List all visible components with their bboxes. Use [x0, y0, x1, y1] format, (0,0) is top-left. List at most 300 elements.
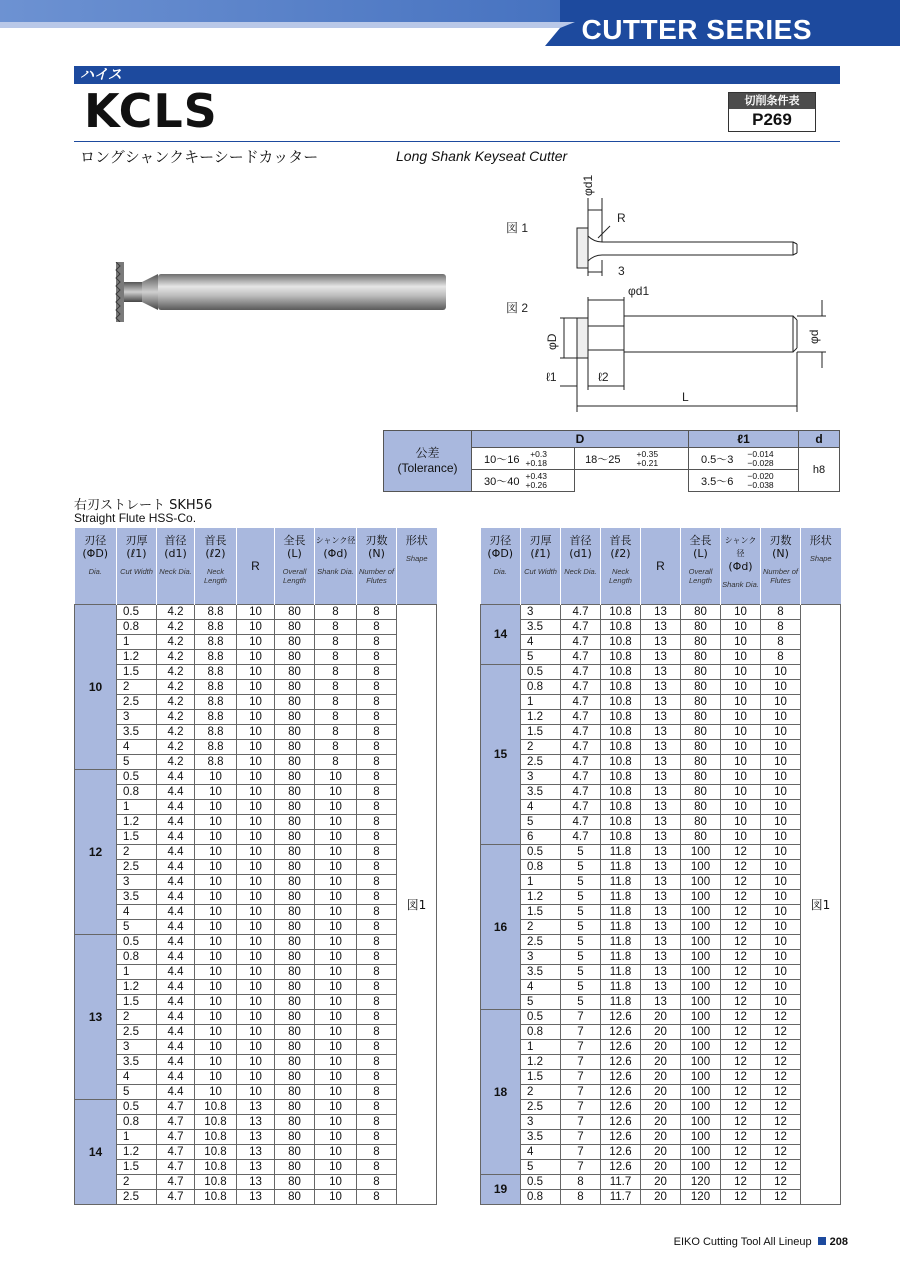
table-cell: 10: [761, 919, 801, 934]
cutting-condition-box[interactable]: [728, 92, 816, 132]
table-cell: 1.2: [521, 709, 561, 724]
table-cell: 100: [681, 919, 721, 934]
table-cell: 0.5: [521, 1009, 561, 1024]
table-cell: 10: [721, 739, 761, 754]
table-cell: 0.5: [117, 769, 157, 784]
table-row: [75, 694, 437, 709]
table-cell: 4.2: [157, 754, 195, 769]
table-row: [481, 1069, 841, 1084]
table-row: [481, 619, 841, 634]
three-dim: 3: [618, 264, 625, 278]
table-cell: 11.8: [601, 874, 641, 889]
table-cell: 80: [275, 1054, 315, 1069]
table-cell: 1.2: [117, 814, 157, 829]
table-cell: 8: [357, 1084, 397, 1099]
d-dim: φd: [807, 329, 821, 344]
title-divider: [74, 141, 840, 142]
table-cell: 10: [721, 604, 761, 619]
table-cell: 10: [761, 904, 801, 919]
table-cell: 12: [761, 1189, 801, 1204]
table-row: [481, 1174, 841, 1189]
table-row: [481, 979, 841, 994]
table-cell: 5: [561, 934, 601, 949]
table-cell: 8: [561, 1174, 601, 1189]
table-cell: 12: [761, 1114, 801, 1129]
table-cell: 4.7: [561, 694, 601, 709]
table-cell: 8: [357, 1159, 397, 1174]
table-cell: 10: [315, 1054, 357, 1069]
table-cell: 80: [275, 964, 315, 979]
table-cell: 10: [237, 1069, 275, 1084]
table-cell: 4.2: [157, 709, 195, 724]
table-cell: 8.8: [195, 664, 237, 679]
table-row: [481, 634, 841, 649]
table-cell: 1.2: [117, 979, 157, 994]
table-cell: 5: [561, 949, 601, 964]
table-cell: 2: [521, 1084, 561, 1099]
table-cell: 12.6: [601, 1144, 641, 1159]
table-cell: 10: [237, 964, 275, 979]
table-cell: 3: [117, 709, 157, 724]
table-cell: 10.8: [195, 1114, 237, 1129]
table-cell: 10: [195, 919, 237, 934]
table-cell: 10: [237, 1084, 275, 1099]
table-cell: 10.8: [601, 814, 641, 829]
table-cell: 10: [315, 1024, 357, 1039]
table-row: [481, 724, 841, 739]
cutting-condition-label: 切削条件表: [729, 93, 815, 109]
table-cell: 3.5: [521, 784, 561, 799]
table-row: [75, 1129, 437, 1144]
table-cell: 10: [237, 844, 275, 859]
table-cell: 4.4: [157, 934, 195, 949]
table-cell: 12: [721, 844, 761, 859]
table-cell: 7: [561, 1144, 601, 1159]
table-row: [75, 754, 437, 769]
table-cell: 80: [275, 604, 315, 619]
table-cell: 13: [641, 799, 681, 814]
table-cell: 8: [315, 709, 357, 724]
table-cell: 100: [681, 979, 721, 994]
table-cell: 8: [357, 1129, 397, 1144]
table-cell: 8: [357, 724, 397, 739]
table-row: [481, 1009, 841, 1024]
table-cell: 1.5: [117, 994, 157, 1009]
table-cell: 12.6: [601, 1024, 641, 1039]
table-cell: 0.5: [117, 934, 157, 949]
table-cell: 2: [117, 1174, 157, 1189]
table-cell: 10: [721, 814, 761, 829]
col-header: 形状 Shape: [801, 528, 841, 604]
table-cell: 10.8: [601, 754, 641, 769]
table-cell: 10: [315, 799, 357, 814]
col-header: 首長 (ℓ2) Neck Length: [195, 528, 237, 604]
table-cell: 10: [721, 619, 761, 634]
table-cell: 80: [275, 934, 315, 949]
table-row: [75, 1099, 437, 1114]
table-cell: 12: [721, 1084, 761, 1099]
table-cell: 10: [195, 1054, 237, 1069]
table-cell: 10: [237, 859, 275, 874]
table-cell: 20: [641, 1054, 681, 1069]
table-cell: 10: [721, 679, 761, 694]
table-cell: 4.7: [561, 664, 601, 679]
table-cell: 4.7: [157, 1099, 195, 1114]
table-cell: 11.8: [601, 994, 641, 1009]
table-cell: 4.7: [561, 649, 601, 664]
page-footer: [674, 1236, 848, 1248]
table-row: [481, 1084, 841, 1099]
table-cell: 12: [721, 1129, 761, 1144]
table-cell: 13: [641, 964, 681, 979]
table-cell: 10: [237, 754, 275, 769]
table-cell: 12.6: [601, 1039, 641, 1054]
table-cell: 8: [315, 619, 357, 634]
table-cell: 2: [117, 844, 157, 859]
table-row: [75, 934, 437, 949]
table-cell: 80: [275, 664, 315, 679]
table-cell: 4.7: [561, 799, 601, 814]
table-cell: 10: [237, 979, 275, 994]
table-row: [75, 814, 437, 829]
table-cell: 4.4: [157, 949, 195, 964]
table-cell: 8: [357, 919, 397, 934]
table-row: [481, 1144, 841, 1159]
table-cell: 4.7: [561, 769, 601, 784]
cutting-condition-page[interactable]: P269: [752, 110, 792, 129]
table-cell: 80: [681, 619, 721, 634]
table-cell: 12: [761, 1099, 801, 1114]
table-row: [481, 769, 841, 784]
table-row: [75, 604, 437, 619]
tol-l1-row: 0.5〜3 −0.014 −0.028: [689, 448, 799, 470]
table-cell: 11.8: [601, 919, 641, 934]
table-row: [481, 1054, 841, 1069]
table-cell: 12: [761, 1174, 801, 1189]
table-cell: 10: [761, 694, 801, 709]
table-cell: 8: [357, 904, 397, 919]
table-cell: 10: [195, 1024, 237, 1039]
tol-col-l1: ℓ1: [689, 431, 799, 448]
table-cell: 2: [117, 1009, 157, 1024]
table-cell: 100: [681, 1069, 721, 1084]
table-cell: 10: [237, 874, 275, 889]
table-cell: 5: [521, 649, 561, 664]
table-cell: 12: [721, 994, 761, 1009]
table-cell: 10: [721, 829, 761, 844]
col-header: シャンク径 (Φd) Shank Dia.: [721, 528, 761, 604]
table-cell: 1.5: [521, 904, 561, 919]
table-row: [75, 1084, 437, 1099]
table-cell: 12: [761, 1054, 801, 1069]
table-cell: 13: [237, 1144, 275, 1159]
spec-table-left: [74, 528, 437, 1205]
table-row: [75, 994, 437, 1009]
table-cell: 13: [641, 979, 681, 994]
table-cell: 13: [641, 679, 681, 694]
table-cell: 0.8: [117, 619, 157, 634]
spec-table-right: [480, 528, 841, 1205]
table-cell: 13: [641, 634, 681, 649]
table-cell: 3: [521, 1114, 561, 1129]
l1-dim: ℓ1: [546, 370, 557, 384]
table-cell: 100: [681, 1159, 721, 1174]
table-cell: 12.6: [601, 1129, 641, 1144]
table-row: [75, 619, 437, 634]
table-cell: 8: [357, 1069, 397, 1084]
table-cell: 0.8: [521, 859, 561, 874]
table-cell: 10.8: [601, 829, 641, 844]
table-cell: 13: [641, 619, 681, 634]
table-cell: 80: [681, 649, 721, 664]
table-cell: 0.8: [521, 1024, 561, 1039]
table-cell: 10: [315, 1099, 357, 1114]
table-cell: 8.8: [195, 709, 237, 724]
table-cell: 2: [117, 679, 157, 694]
table-cell: 13: [641, 874, 681, 889]
tol-empty: [575, 470, 689, 492]
table-cell: 80: [275, 799, 315, 814]
table-cell: 10: [237, 694, 275, 709]
table-cell: 80: [275, 754, 315, 769]
table-cell: 20: [641, 1144, 681, 1159]
table-cell: 4.2: [157, 664, 195, 679]
table-cell: 10: [315, 889, 357, 904]
table-cell: 4.4: [157, 844, 195, 859]
table-cell: 10: [195, 799, 237, 814]
table-cell: 8: [357, 844, 397, 859]
table-cell: 10: [237, 634, 275, 649]
col-header: 全長 (L) Overall Length: [681, 528, 721, 604]
table-cell: 12: [761, 1129, 801, 1144]
table-row: [481, 904, 841, 919]
table-cell: 8: [357, 1144, 397, 1159]
table-cell: 4.4: [157, 859, 195, 874]
table-cell: 13: [641, 859, 681, 874]
table-cell: 4.4: [157, 799, 195, 814]
table-cell: 8.8: [195, 724, 237, 739]
table-cell: 10.8: [195, 1129, 237, 1144]
table-cell: 1: [117, 964, 157, 979]
table-cell: 80: [275, 859, 315, 874]
table-cell: 100: [681, 1099, 721, 1114]
table-cell: 10.8: [601, 604, 641, 619]
table-cell: 12: [721, 1039, 761, 1054]
table-row: [481, 964, 841, 979]
table-cell: 12: [721, 1069, 761, 1084]
table-cell: 3.5: [117, 724, 157, 739]
table-row: [481, 649, 841, 664]
table-row: [75, 904, 437, 919]
table-cell: 4: [521, 634, 561, 649]
table-cell: 8: [357, 694, 397, 709]
table-cell: 10: [237, 769, 275, 784]
table-cell: 4: [117, 739, 157, 754]
table-cell: 80: [275, 874, 315, 889]
table-cell: 10: [761, 964, 801, 979]
table-cell: 10.8: [601, 739, 641, 754]
table-cell: 13: [641, 949, 681, 964]
table-row: [481, 829, 841, 844]
table-cell: 12.6: [601, 1084, 641, 1099]
table-cell: 4.7: [157, 1189, 195, 1204]
table-cell: 10.8: [601, 664, 641, 679]
table-row: [481, 1039, 841, 1054]
table-cell: 3: [117, 874, 157, 889]
table-row: [481, 889, 841, 904]
table-cell: 3.5: [521, 1129, 561, 1144]
table-cell: 13: [237, 1129, 275, 1144]
tol-l1-row: 3.5〜6 −0.020 −0.038: [689, 470, 799, 492]
table-cell: 13: [641, 754, 681, 769]
table-cell: 13: [641, 694, 681, 709]
dia-group-cell: 14: [481, 604, 521, 664]
table-cell: 13: [641, 994, 681, 1009]
table-cell: 8.8: [195, 679, 237, 694]
table-cell: 5: [117, 754, 157, 769]
table-cell: 4.4: [157, 829, 195, 844]
table-cell: 80: [275, 694, 315, 709]
table-cell: 10: [721, 724, 761, 739]
table-cell: 10: [237, 664, 275, 679]
table-cell: 12: [721, 1099, 761, 1114]
table-cell: 10: [761, 664, 801, 679]
table-cell: 10.8: [195, 1144, 237, 1159]
table-row: [481, 919, 841, 934]
table-cell: 12: [721, 1009, 761, 1024]
table-cell: 4.4: [157, 1039, 195, 1054]
table-cell: 20: [641, 1129, 681, 1144]
col-header: 刃厚 (ℓ1) Cut Width: [521, 528, 561, 604]
table-cell: 10: [315, 814, 357, 829]
dia-group-cell: 12: [75, 769, 117, 934]
table-cell: 2: [521, 919, 561, 934]
table-cell: 11.8: [601, 904, 641, 919]
col-header: 首径 (d1) Neck Dia.: [157, 528, 195, 604]
table-cell: 10.8: [601, 679, 641, 694]
table-cell: 10: [315, 1159, 357, 1174]
table-cell: 1: [117, 1129, 157, 1144]
table-row: [75, 799, 437, 814]
table-cell: 5: [561, 859, 601, 874]
table-cell: 2.5: [117, 859, 157, 874]
table-cell: 10: [721, 634, 761, 649]
table-cell: 10: [195, 904, 237, 919]
table-row: [481, 814, 841, 829]
table-row: [75, 1024, 437, 1039]
table-cell: 13: [641, 919, 681, 934]
table-cell: 8: [315, 664, 357, 679]
table-cell: 2.5: [117, 694, 157, 709]
table-cell: 10: [315, 1144, 357, 1159]
table-cell: 4.4: [157, 1069, 195, 1084]
table-row: [481, 1129, 841, 1144]
table-cell: 8: [761, 604, 801, 619]
table-cell: 10: [237, 709, 275, 724]
table-cell: 80: [275, 1099, 315, 1114]
table-cell: 1.2: [117, 649, 157, 664]
table-cell: 7: [561, 1084, 601, 1099]
table-cell: 10: [721, 784, 761, 799]
table-cell: 80: [275, 949, 315, 964]
table-cell: 0.8: [117, 784, 157, 799]
tolerance-table: [383, 430, 840, 492]
table-cell: 10: [237, 949, 275, 964]
col-header: シャンク径 (Φd) Shank Dia.: [315, 528, 357, 604]
table-cell: 1.2: [521, 889, 561, 904]
table-cell: 1: [117, 799, 157, 814]
table-cell: 13: [641, 769, 681, 784]
table-cell: 80: [275, 1069, 315, 1084]
table-cell: 4.2: [157, 634, 195, 649]
table-cell: 10: [761, 799, 801, 814]
table-cell: 4: [521, 979, 561, 994]
tolerance-label-jp: 公差: [415, 446, 440, 460]
table-cell: 10: [315, 949, 357, 964]
table-cell: 8: [357, 994, 397, 1009]
table-cell: 10: [237, 994, 275, 1009]
table-cell: 20: [641, 1114, 681, 1129]
table-cell: 10: [195, 1039, 237, 1054]
dia-group-cell: 19: [481, 1174, 521, 1204]
table-cell: 8: [357, 1054, 397, 1069]
table-cell: 12: [721, 934, 761, 949]
table-cell: 80: [681, 634, 721, 649]
tol-d-value: h8: [799, 448, 840, 492]
table-row: [481, 994, 841, 1009]
table-cell: 7: [561, 1129, 601, 1144]
table-cell: 12: [721, 1024, 761, 1039]
col-header: 刃径 (ΦD) Dia.: [75, 528, 117, 604]
table-cell: 13: [641, 784, 681, 799]
product-title-jp: ロングシャンクキーシードカッター: [80, 148, 319, 166]
table-cell: 80: [275, 619, 315, 634]
table-cell: 8: [357, 829, 397, 844]
table-cell: 8.8: [195, 604, 237, 619]
table-cell: 80: [275, 829, 315, 844]
table-cell: 4.7: [561, 754, 601, 769]
table-cell: 100: [681, 1114, 721, 1129]
table-cell: 11.8: [601, 859, 641, 874]
table-cell: 10: [315, 964, 357, 979]
table-cell: 10: [761, 889, 801, 904]
table-cell: 4: [117, 1069, 157, 1084]
table-cell: 5: [561, 979, 601, 994]
table-cell: 80: [275, 919, 315, 934]
table-row: [75, 829, 437, 844]
table-cell: 4.2: [157, 724, 195, 739]
table-cell: 7: [561, 1069, 601, 1084]
table-cell: 1: [117, 634, 157, 649]
table-cell: 4.7: [157, 1129, 195, 1144]
table-cell: 8: [357, 1039, 397, 1054]
table-cell: 10: [195, 769, 237, 784]
table-cell: 4.2: [157, 739, 195, 754]
table-cell: 80: [681, 784, 721, 799]
table-cell: 10: [195, 844, 237, 859]
table-cell: 10: [721, 799, 761, 814]
tol-col-d: d: [799, 431, 840, 448]
table-cell: 8: [357, 1009, 397, 1024]
table-cell: 80: [681, 739, 721, 754]
table-cell: 8: [761, 634, 801, 649]
table-cell: 10: [195, 814, 237, 829]
fig2-label: 図 2: [506, 301, 529, 315]
product-code: KCLS: [84, 84, 218, 138]
flute-type-jp: 右刃ストレート SKH56: [74, 498, 213, 513]
table-cell: 1.5: [521, 1069, 561, 1084]
table-cell: 10.8: [195, 1159, 237, 1174]
